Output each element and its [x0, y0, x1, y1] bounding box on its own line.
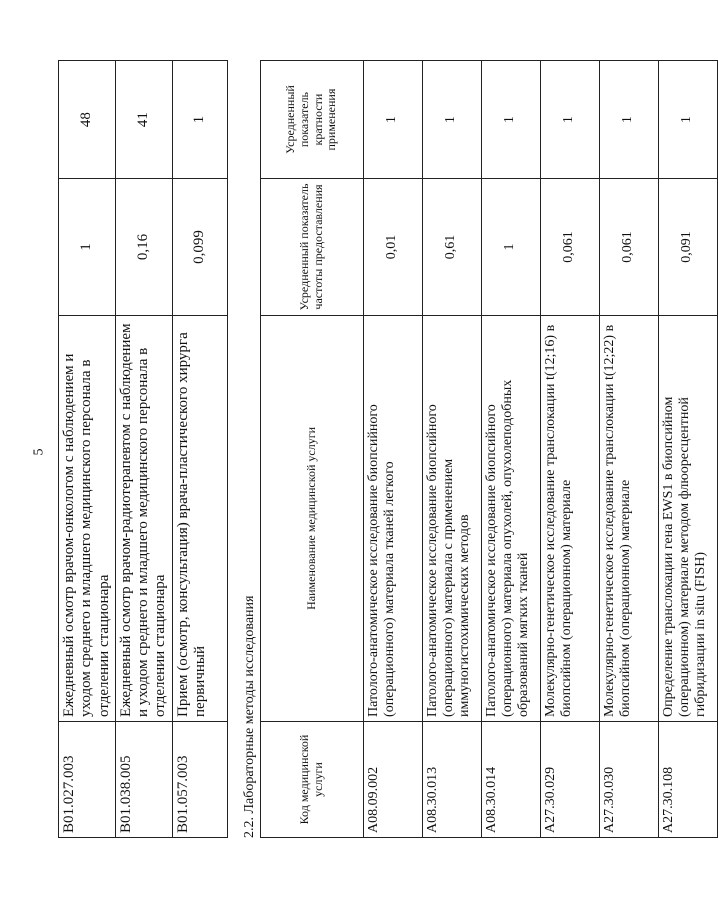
service-code: A27.30.108: [658, 721, 717, 837]
multiplicity-value: 41: [115, 61, 172, 179]
services-table-continued: [58, 60, 228, 838]
frequency-value: 0,099: [172, 179, 227, 316]
frequency-value: 0,16: [115, 179, 172, 316]
page-number: 5: [31, 448, 47, 456]
service-name: Патолого-анатомическое исследование биопсийного (операционного) материала с применением иммуногистохимических методов: [422, 315, 481, 721]
table-row: [540, 61, 599, 838]
table-row: [172, 61, 227, 838]
service-name: Прием (осмотр, консультация) врача-пластического хирурга первичный: [172, 315, 227, 721]
service-code: B01.038.005: [115, 721, 172, 837]
multiplicity-value: 1: [540, 61, 599, 179]
multiplicity-value: 1: [363, 61, 422, 179]
table-row: [363, 61, 422, 838]
service-code: A08.09.002: [363, 721, 422, 837]
service-name: Ежедневный осмотр врачом-радиотерапевтом с наблюдением и уходом среднего и младшего медицинского персонала в отделении стационара: [115, 315, 172, 721]
frequency-value: 0,061: [599, 179, 658, 316]
table-row: [658, 61, 717, 838]
rotated-content: [58, 60, 718, 838]
table-row: [599, 61, 658, 838]
table-row: [481, 61, 540, 838]
frequency-value: 1: [481, 179, 540, 316]
service-name: Молекулярно-генетическое исследование транслокации t(12;22) в биопсийном (операционном) материале: [599, 315, 658, 721]
service-code: A08.30.014: [481, 721, 540, 837]
service-name: Патолого-анатомическое исследование биопсийного (операционного) материала тканей легкого: [363, 315, 422, 721]
table-header-row: [260, 61, 363, 838]
service-name: Определение транслокации гена EWS1 в биопсийном (операционном) материале методом флюоресцентной гибридизации in situ (FISH): [658, 315, 717, 721]
multiplicity-value: 1: [599, 61, 658, 179]
frequency-value: 0,01: [363, 179, 422, 316]
service-code: A08.30.013: [422, 721, 481, 837]
table-row: [422, 61, 481, 838]
section-title: 2.2. Лабораторные методы исследования: [241, 595, 257, 838]
frequency-value: 1: [59, 179, 116, 316]
service-name: Патолого-анатомическое исследование биопсийного (операционного) материала опухолей, опухолеподобных образований мягких тканей: [481, 315, 540, 721]
service-name: Ежедневный осмотр врачом-онкологом с наблюдением и уходом среднего и младшего медицинского персонала в отделении стационара: [59, 315, 116, 721]
header-multiplicity: Усредненный показатель кратности применения: [260, 61, 363, 179]
frequency-value: 0,061: [540, 179, 599, 316]
service-code: B01.027.003: [59, 721, 116, 837]
header-code: Код медицинской услуги: [260, 721, 363, 837]
multiplicity-value: 1: [481, 61, 540, 179]
service-code: A27.30.029: [540, 721, 599, 837]
lab-methods-table: [260, 60, 718, 838]
frequency-value: 0,61: [422, 179, 481, 316]
header-frequency: Усредненный показатель частоты предоставления: [260, 179, 363, 316]
multiplicity-value: 48: [59, 61, 116, 179]
table-row: [115, 61, 172, 838]
table-row: [59, 61, 116, 838]
service-code: A27.30.030: [599, 721, 658, 837]
multiplicity-value: 1: [422, 61, 481, 179]
multiplicity-value: 1: [172, 61, 227, 179]
multiplicity-value: 1: [658, 61, 717, 179]
service-name: Молекулярно-генетическое исследование транслокации t(12;16) в биопсийном (операционном) материале: [540, 315, 599, 721]
service-code: B01.057.003: [172, 721, 227, 837]
header-name: Наименование медицинской услуги: [260, 315, 363, 721]
frequency-value: 0,091: [658, 179, 717, 316]
